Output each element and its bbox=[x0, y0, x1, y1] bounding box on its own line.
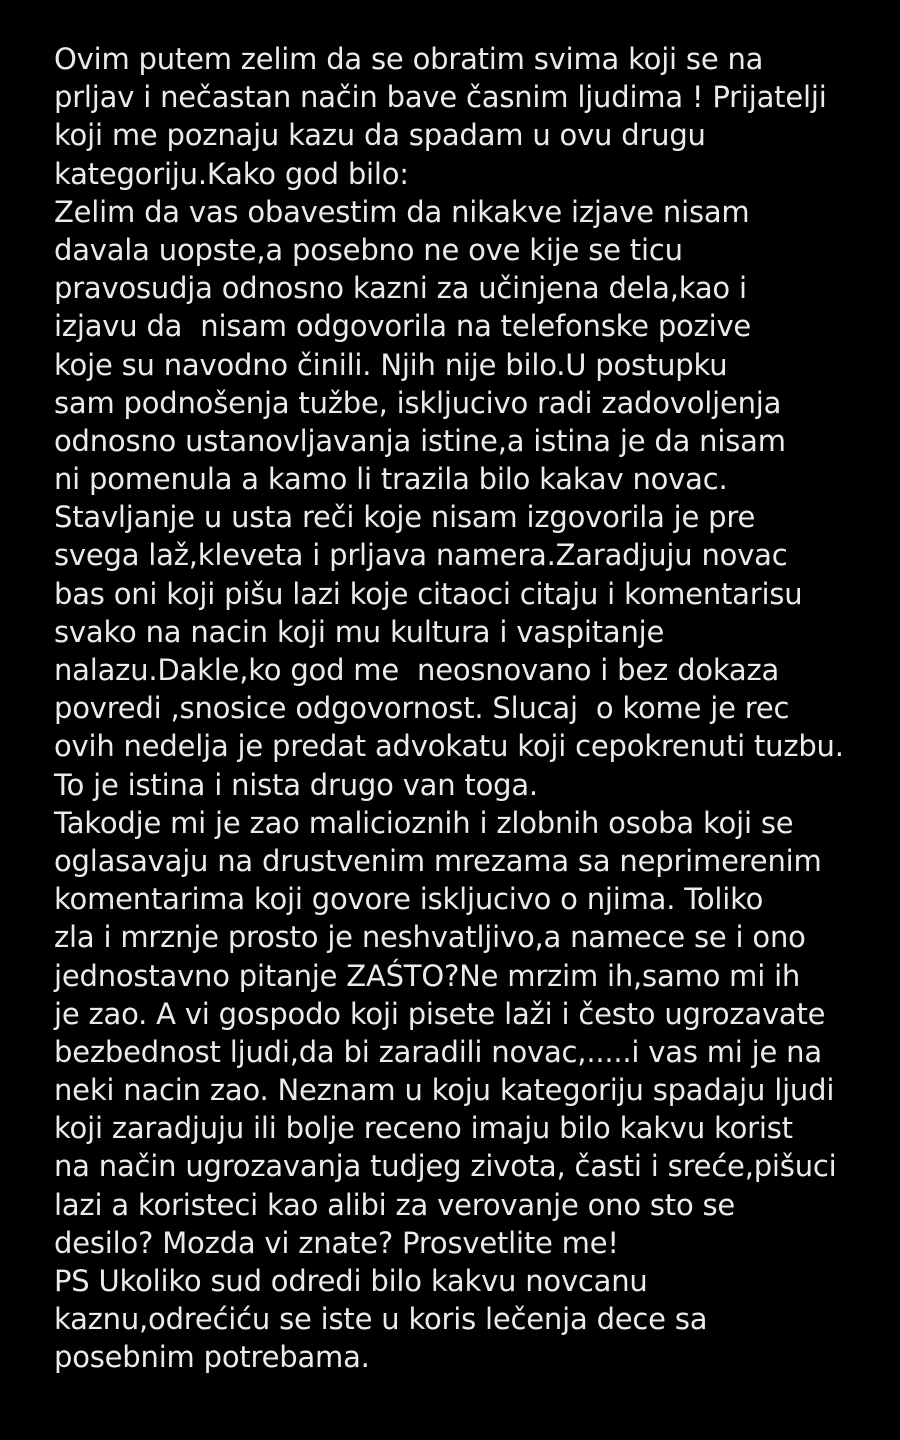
text-line: svako na nacin koji mu kultura i vaspitanje bbox=[54, 614, 665, 649]
post-text-body bbox=[54, 40, 884, 1377]
text-line: sam podnošenja tužbe, iskljucivo radi zadovoljenja bbox=[54, 385, 782, 420]
text-line: koji me poznaju kazu da spadam u ovu drugu bbox=[54, 118, 706, 153]
text-line: nalazu.Dakle,ko god me neosnovano i bez dokaza bbox=[54, 653, 780, 687]
text-line: prljav i nečastan način bave časnim ljudima ! Prijatelji bbox=[54, 80, 827, 115]
text-line: ni pomenula a kamo li trazila bilo kakav novac. bbox=[54, 462, 728, 497]
text-line: koji zaradjuju ili bolje receno imaju bilo kakvu korist bbox=[54, 1111, 793, 1146]
text-line: povredi ,snosice odgovornost. Slucaj o kome je rec bbox=[54, 691, 790, 726]
text-line: odnosno ustanovljavanja istine,a istina je da nisam bbox=[54, 423, 786, 458]
text-line: bezbednost ljudi,da bi zaradili novac,.....i vas mi je na bbox=[54, 1034, 822, 1069]
text-line: neki nacin zao. Neznam u koju kategoriju spadaju ljudi bbox=[54, 1073, 835, 1108]
text-line: ovih nedelja je predat advokatu koji cepokrenuti tuzbu. bbox=[54, 729, 844, 764]
text-line: zla i mrznje prosto je neshvatljivo,a namece se i ono bbox=[54, 920, 806, 955]
text-line: oglasavaju na drustvenim mrezama sa neprimerenim bbox=[54, 843, 822, 878]
text-line: desilo? Mozda vi znate? Prosvetlite me! bbox=[54, 1225, 619, 1260]
text-line: davala uopste,a posebno ne ove kije se ticu bbox=[54, 232, 683, 267]
text-line: pravosudja odnosno kazni za učinjena dela,kao i bbox=[54, 271, 747, 306]
text-line: To je istina i nista drugo van toga. bbox=[54, 767, 538, 802]
text-line: komentarima koji govore iskljucivo o njima. Toliko bbox=[54, 882, 764, 917]
text-line: izjavu da nisam odgovorila na telefonske pozive bbox=[54, 309, 752, 344]
text-line: kategoriju.Kako god bilo: bbox=[54, 156, 409, 191]
text-line: lazi a koristeci kao alibi za verovanje ono sto se bbox=[54, 1187, 736, 1222]
text-line: jednostavno pitanje ZAŚTO?Ne mrzim ih,samo mi ih bbox=[54, 958, 801, 993]
text-line: Zelim da vas obavestim da nikakve izjave nisam bbox=[54, 194, 750, 229]
text-line: Ovim putem zelim da se obratim svima koji se na bbox=[54, 42, 764, 76]
text-line: svega laž,kleveta i prljava namera.Zaradjuju novac bbox=[54, 538, 788, 573]
text-line: je zao. A vi gospodo koji pisete laži i često ugrozavate bbox=[54, 996, 826, 1031]
text-line: posebnim potrebama. bbox=[54, 1340, 370, 1375]
text-line: bas oni koji pišu lazi koje citaoci citaju i komentarisu bbox=[54, 576, 803, 611]
text-line: na način ugrozavanja tudjeg zivota, časti i sreće,pišuci bbox=[54, 1149, 837, 1184]
text-line: Takodje mi je zao malicioznih i zlobnih osoba koji se bbox=[54, 805, 794, 840]
text-line: koje su navodno činili. Njih nije bilo.U postupku bbox=[54, 347, 728, 382]
text-line: Stavljanje u usta reči koje nisam izgovorila je pre bbox=[54, 500, 756, 535]
text-line: kaznu,odrećiću se iste u koris lečenja dece sa bbox=[54, 1302, 708, 1337]
text-line: PS Ukoliko sud odredi bilo kakvu novcanu bbox=[54, 1264, 648, 1298]
